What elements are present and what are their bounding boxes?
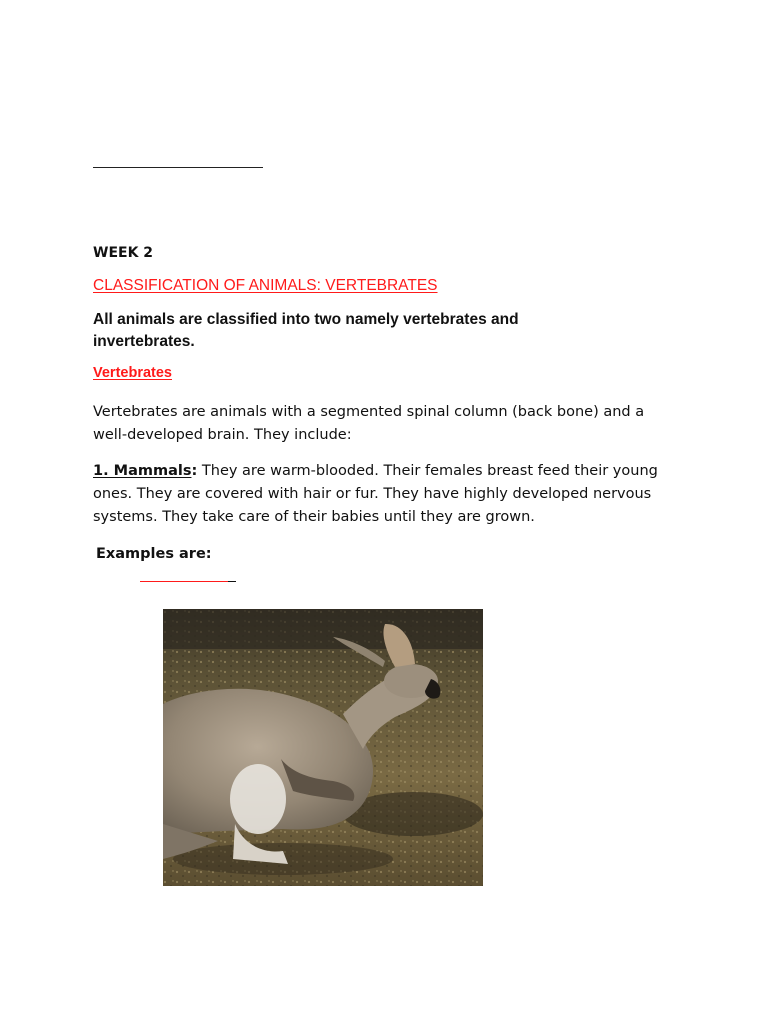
vertebrates-subheading: Vertebrates — [93, 365, 172, 381]
top-rule — [93, 167, 263, 168]
intro-text — [93, 309, 693, 353]
mammals-line-2: ones. They are covered with hair or fur. They have highly developed nervous — [93, 486, 652, 502]
intro-line-1: All animals are classified into two namely vertebrates and — [93, 311, 519, 328]
mammals-line-1 — [93, 460, 693, 483]
mammals-text-1: They are warm-blooded. Their females breast feed their young — [197, 463, 658, 479]
examples-label: Examples are: — [96, 546, 212, 562]
mammals-paragraph — [93, 460, 693, 529]
definition-line-1: Vertebrates are animals with a segmented spinal column (back bone) and a — [93, 404, 645, 420]
mammals-heading: 1. Mammals — [93, 463, 192, 479]
answer-blank-red — [140, 581, 228, 582]
definition-line-2: well-developed brain. They include: — [93, 427, 352, 443]
intro-line-2: invertebrates. — [93, 333, 195, 350]
kangaroo-photo — [163, 609, 483, 886]
mammals-colon: : — [191, 463, 198, 479]
answer-blank-dark — [228, 581, 236, 582]
mammals-line-3: systems. They take care of their babies until they are grown. — [93, 509, 535, 525]
kangaroo-illustration — [163, 609, 483, 886]
page-title: CLASSIFICATION OF ANIMALS: VERTEBRATES — [93, 277, 438, 294]
week-label: WEEK 2 — [93, 245, 154, 261]
definition-paragraph — [93, 401, 693, 447]
